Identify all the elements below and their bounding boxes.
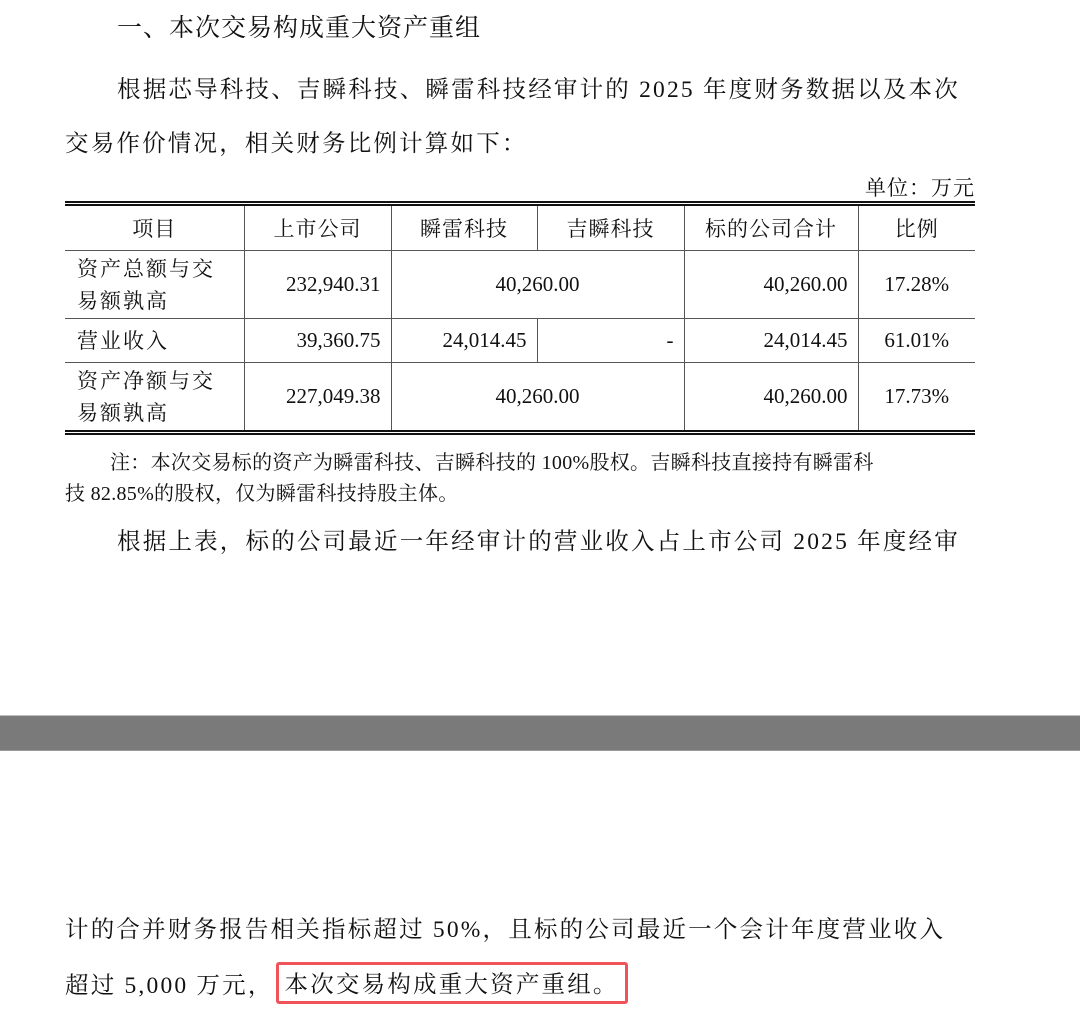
conclusion-line-3 bbox=[65, 963, 628, 1005]
cell-listed-company: 39,360.75 bbox=[244, 319, 391, 363]
table-row bbox=[65, 251, 975, 319]
section-heading: 一、本次交易构成重大资产重组 bbox=[117, 15, 482, 42]
cell-ratio: 17.73% bbox=[858, 363, 975, 433]
header-target-total: 标的公司合计 bbox=[684, 204, 858, 251]
table-note-line-1: 注：本次交易标的资产为瞬雷科技、吉瞬科技的 100%股权。吉瞬科技直接持有瞬雷科 bbox=[110, 452, 874, 474]
row-label: 营业收入 bbox=[65, 319, 244, 363]
table-row bbox=[65, 363, 975, 433]
financial-ratio-table bbox=[65, 201, 975, 435]
cell-target-total: 24,014.45 bbox=[684, 319, 858, 363]
header-shunlei: 瞬雷科技 bbox=[391, 204, 537, 251]
cell-ratio: 61.01% bbox=[858, 319, 975, 363]
page-break-divider bbox=[0, 715, 1080, 751]
header-listed-company: 上市公司 bbox=[244, 204, 391, 251]
intro-line-1: 根据芯导科技、吉瞬科技、瞬雷科技经审计的 2025 年度财务数据以及本次 bbox=[117, 77, 960, 103]
row-label bbox=[65, 251, 244, 319]
highlighted-conclusion: 本次交易构成重大资产重组。 bbox=[276, 962, 628, 1004]
unit-label: 单位：万元 bbox=[865, 176, 975, 200]
cell-jishun: - bbox=[537, 319, 684, 363]
header-item: 项目 bbox=[65, 204, 244, 251]
row-label-line: 易额孰高 bbox=[77, 400, 169, 425]
conclusion-prefix: 超过 5,000 万元， bbox=[65, 973, 274, 999]
cell-shunlei: 24,014.45 bbox=[391, 319, 537, 363]
row-label bbox=[65, 363, 244, 433]
cell-shunlei-jishun-merged: 40,260.00 bbox=[391, 251, 684, 319]
row-label-line: 资产净额与交 bbox=[77, 368, 215, 393]
row-label-line: 易额孰高 bbox=[77, 288, 169, 313]
cell-shunlei-jishun-merged: 40,260.00 bbox=[391, 363, 684, 433]
cell-target-total: 40,260.00 bbox=[684, 363, 858, 433]
intro-line-2: 交易作价情况，相关财务比例计算如下： bbox=[65, 131, 528, 157]
table-note-line-2: 技 82.85%的股权，仅为瞬雷科技持股主体。 bbox=[65, 483, 459, 505]
conclusion-line-2: 计的合并财务报告相关指标超过 50%，且标的公司最近一个会计年度营业收入 bbox=[65, 917, 946, 943]
row-label-line: 资产总额与交 bbox=[77, 256, 215, 281]
header-jishun: 吉瞬科技 bbox=[537, 204, 684, 251]
cell-listed-company: 232,940.31 bbox=[244, 251, 391, 319]
table-header-row bbox=[65, 204, 975, 251]
cell-listed-company: 227,049.38 bbox=[244, 363, 391, 433]
cell-ratio: 17.28% bbox=[858, 251, 975, 319]
cell-target-total: 40,260.00 bbox=[684, 251, 858, 319]
header-ratio: 比例 bbox=[858, 204, 975, 251]
conclusion-line-1: 根据上表，标的公司最近一年经审计的营业收入占上市公司 2025 年度经审 bbox=[117, 529, 960, 555]
table-row bbox=[65, 319, 975, 363]
